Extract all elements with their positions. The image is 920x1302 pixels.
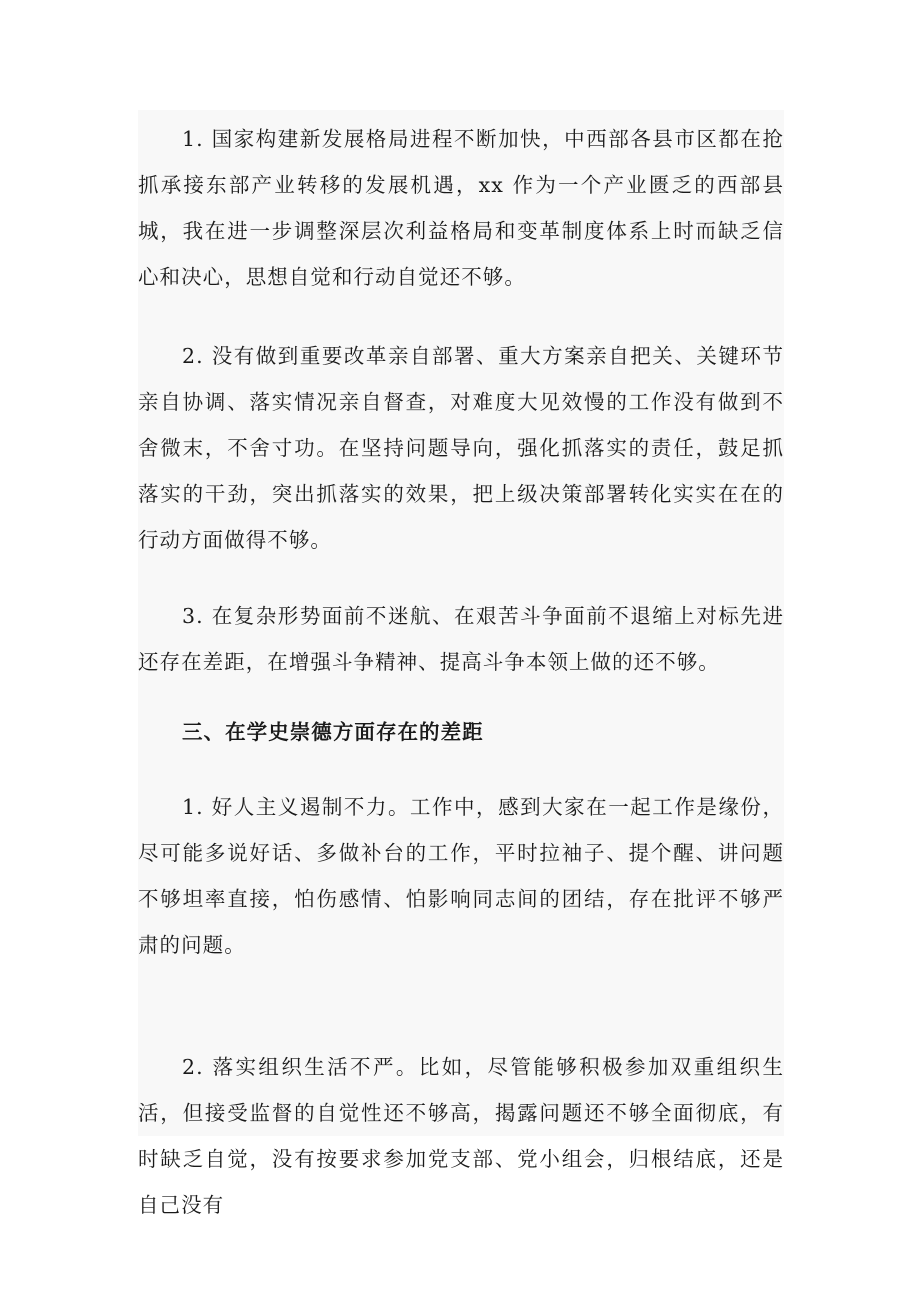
paragraph-5: 2. 落实组织生活不严。比如，尽管能够积极参加双重组织生活，但接受监督的自觉性还不够高，揭露问题还不够全面彻底，有时缺乏自觉，没有按要求参加党支部、党小组会，归根结底，还是自己没有	[138, 1055, 784, 1217]
paragraph-3: 3. 在复杂形势面前不迷航、在艰苦斗争面前不退缩上对标先进还存在差距，在增强斗争精神、提高斗争本领上做的还不够。	[138, 604, 784, 674]
section-heading: 三、在学史崇德方面存在的差距	[182, 720, 484, 744]
paragraph-1: 1. 国家构建新发展格局进程不断加快，中西部各县市区都在抢抓承接东部产业转移的发展机遇，xx 作为一个产业匮乏的西部县城，我在进一步调整深层次利益格局和变革制度体系上时而缺乏信心和决心，思想自觉和行动自觉还不够。	[138, 127, 784, 289]
paragraph-4: 1. 好人主义遏制不力。工作中，感到大家在一起工作是缘份，尽可能多说好话、多做补台的工作，平时拉袖子、提个醒、讲问题不够坦率直接，怕伤感情、怕影响同志间的团结，存在批评不够严肃的问题。	[138, 795, 784, 957]
document-body	[138, 110, 784, 1217]
paragraph-2: 2. 没有做到重要改革亲自部署、重大方案亲自把关、关键环节亲自协调、落实情况亲自督查，对难度大见效慢的工作没有做到不舍微末，不舍寸功。在坚持问题导向，强化抓落实的责任，鼓足抓落实的干劲，突出抓落实的效果，把上级决策部署转化实实在在的行动方面做得不够。	[138, 344, 784, 552]
